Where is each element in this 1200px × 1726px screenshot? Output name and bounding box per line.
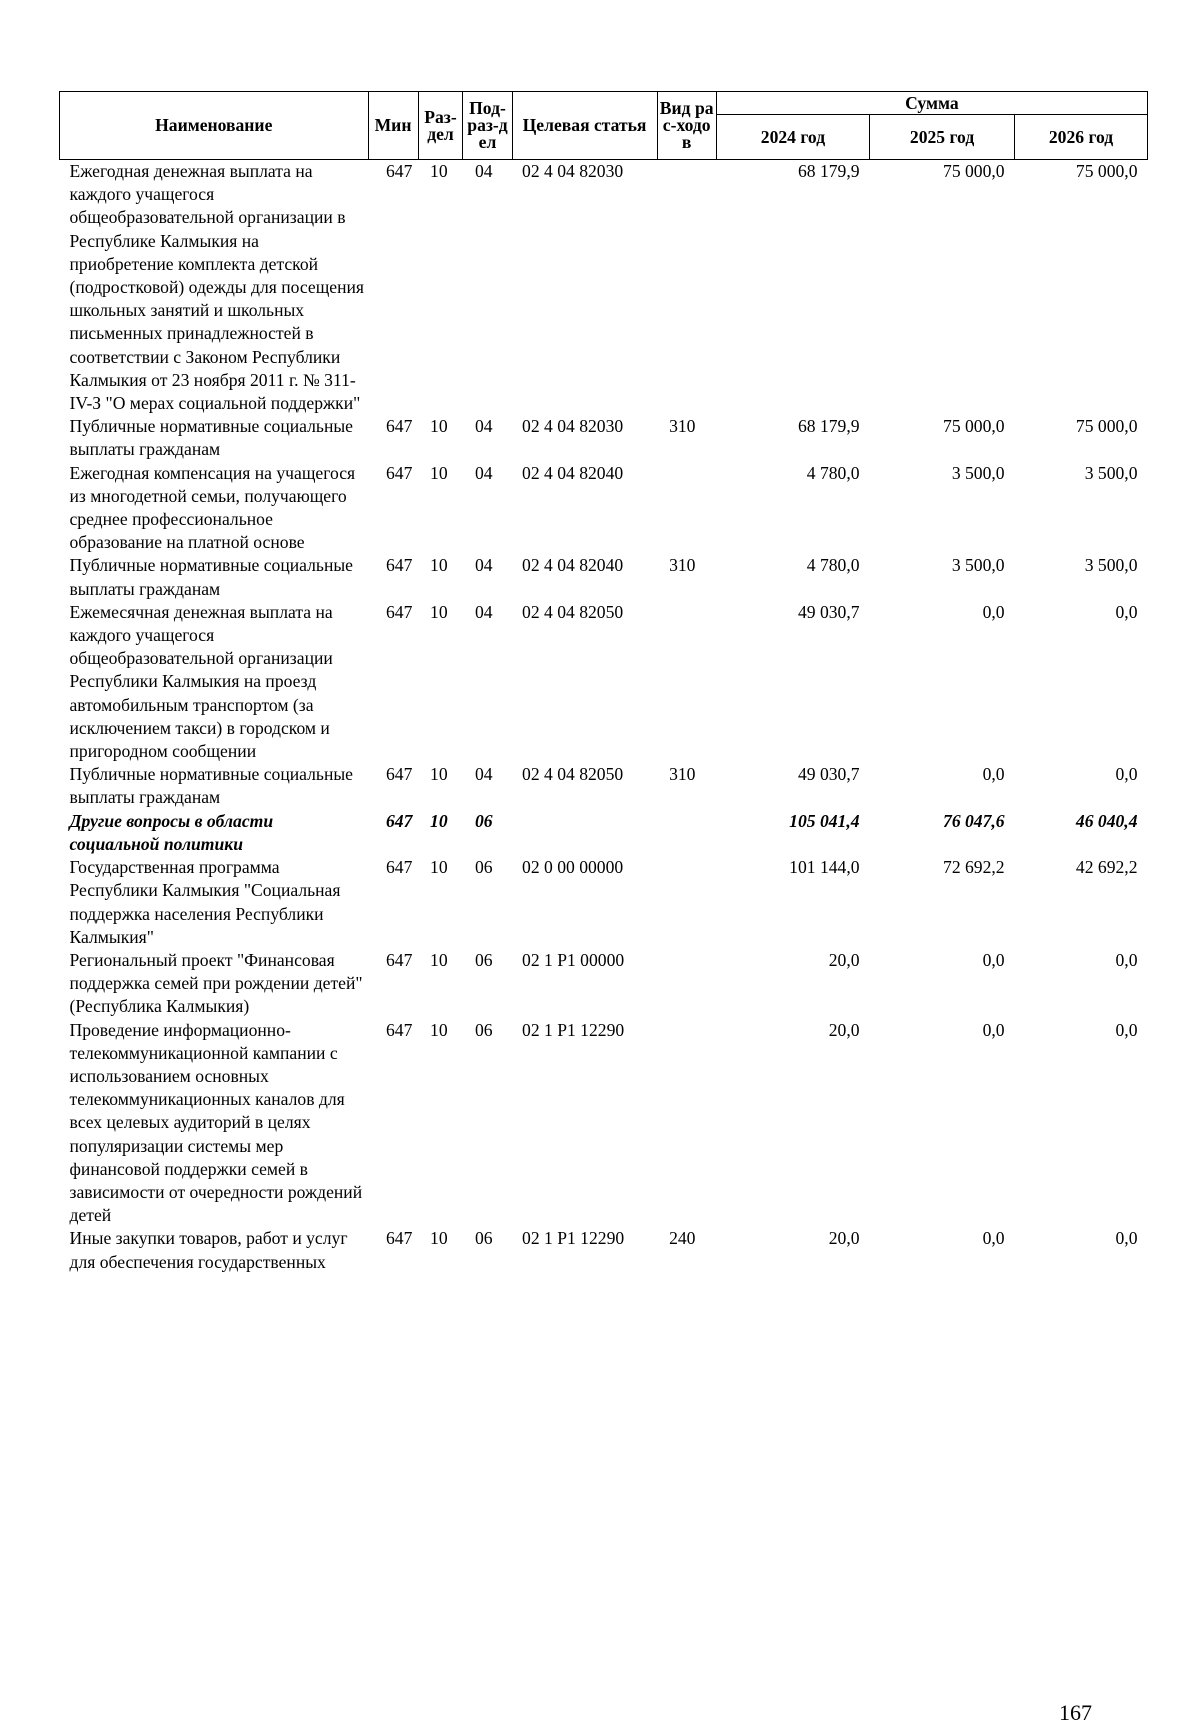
cell-vid	[657, 601, 716, 763]
cell-2024: 101 144,0	[789, 857, 860, 878]
cell-celevaya	[512, 810, 657, 856]
header-celevaya: Целевая статья	[512, 92, 657, 160]
cell-podrazdel: 04	[474, 416, 493, 437]
cell-2024: 20,0	[828, 1019, 860, 1040]
cell-name: Государственная программа Республики Калмыкия "Социальная поддержка населения Республики Калмыкия"	[69, 857, 341, 947]
cell-name: Публичные нормативные социальные выплаты гражданам	[69, 764, 353, 808]
table-row	[60, 1019, 1148, 1228]
header-razdel: Раз-дел	[418, 92, 463, 160]
table-row	[60, 856, 1148, 949]
cell-2024: 49 030,7	[797, 764, 860, 785]
cell-vid	[657, 1019, 716, 1228]
cell-2026: 3 500,0	[1084, 462, 1138, 483]
cell-podrazdel: 06	[474, 949, 493, 970]
header-year-2024: 2024 год	[716, 115, 869, 160]
cell-2026: 0,0	[1115, 1228, 1138, 1249]
cell-2024: 68 179,9	[797, 161, 860, 181]
cell-celevaya: 02 4 04 82050	[522, 601, 624, 622]
cell-vid	[657, 810, 716, 856]
cell-celevaya: 02 4 04 82040	[522, 462, 624, 483]
cell-2025: 3 500,0	[951, 462, 1005, 483]
cell-name: Ежегодная компенсация на учащегося из многодетной семьи, получающего среднее профессиональное образование на платной основе	[69, 462, 356, 553]
cell-2026: 0,0	[1115, 949, 1138, 970]
cell-min: 647	[386, 416, 413, 437]
cell-celevaya: 02 1 Р1 12290	[522, 1228, 625, 1249]
cell-2026: 0,0	[1115, 764, 1138, 785]
cell-podrazdel: 04	[474, 555, 493, 576]
cell-2025: 0,0	[982, 601, 1005, 622]
table-body	[60, 160, 1148, 1274]
cell-min: 647	[386, 1019, 413, 1040]
cell-name: Ежемесячная денежная выплата на каждого учащегося общеобразовательной организации Республики Калмыкия на проезд автомобильным транспортом (за исключением такси) в городском и пригородном сообщении	[69, 601, 333, 762]
table-row	[60, 462, 1148, 555]
cell-min: 647	[386, 601, 413, 622]
cell-podrazdel: 06	[474, 1228, 493, 1249]
cell-name: Публичные нормативные социальные выплаты гражданам	[69, 555, 353, 599]
cell-celevaya: 02 4 04 82050	[522, 764, 624, 785]
header-summa: Сумма	[716, 92, 1147, 115]
cell-2025: 0,0	[982, 1228, 1005, 1249]
cell-2024: 4 780,0	[806, 462, 860, 483]
cell-vid	[657, 856, 716, 949]
cell-name: Ежегодная денежная выплата на каждого учащегося общеобразовательной организации в Республике Калмыкия на приобретение комплекта детской (подростковой) одежды для посещения школьных занятий и школьных письменных принадлежностей в соответствии с Законом Республики Калмыкия от 23 ноября 2011 г. № 311-IV-З "О мерах социальной поддержки"	[69, 161, 365, 414]
cell-razdel: 10	[430, 857, 448, 878]
table-row	[60, 949, 1148, 1019]
cell-vid	[657, 949, 716, 1019]
cell-vid	[657, 462, 716, 555]
cell-min: 647	[386, 555, 413, 576]
table-row	[60, 601, 1148, 763]
cell-2024: 68 179,9	[797, 416, 860, 437]
cell-2025: 75 000,0	[943, 161, 1005, 181]
cell-name: Иные закупки товаров, работ и услуг для обеспечения государственных	[69, 1228, 348, 1272]
cell-2026: 42 692,2	[1075, 857, 1138, 878]
cell-2026: 0,0	[1115, 1019, 1138, 1040]
cell-min: 647	[386, 949, 413, 970]
cell-podrazdel: 06	[474, 857, 493, 878]
cell-celevaya: 02 0 00 00000	[522, 857, 624, 878]
cell-min: 647	[386, 1228, 413, 1249]
header-year-2026: 2026 год	[1015, 115, 1148, 160]
cell-celevaya: 02 4 04 82030	[522, 416, 624, 437]
cell-name: Проведение информационно-телекоммуникационной кампании с использованием основных телекоммуникационных каналов для всех целевых аудиторий в целях популяризации системы мер финансовой поддержки семей в зависимости от очередности рождений детей	[69, 1019, 363, 1226]
cell-name: Публичные нормативные социальные выплаты гражданам	[69, 416, 353, 460]
table-row	[60, 763, 1148, 809]
cell-2026: 0,0	[1115, 601, 1138, 622]
cell-podrazdel: 06	[474, 810, 493, 831]
cell-2025: 76 047,6	[943, 810, 1005, 831]
cell-celevaya: 02 4 04 82030	[522, 161, 624, 181]
table-header	[60, 92, 1148, 160]
cell-2024: 4 780,0	[806, 555, 860, 576]
cell-min: 647	[386, 462, 413, 483]
cell-celevaya: 02 1 Р1 00000	[522, 949, 625, 970]
cell-razdel: 10	[430, 764, 448, 785]
cell-razdel: 10	[430, 810, 448, 831]
cell-podrazdel: 06	[474, 1019, 493, 1040]
cell-razdel: 10	[430, 601, 448, 622]
cell-2026: 3 500,0	[1084, 555, 1138, 576]
cell-razdel: 10	[430, 1019, 448, 1040]
cell-podrazdel: 04	[474, 161, 493, 181]
cell-celevaya: 02 4 04 82040	[522, 555, 624, 576]
header-name: Наименование	[60, 92, 369, 160]
cell-min: 647	[386, 764, 413, 785]
cell-2024: 105 041,4	[789, 810, 860, 831]
cell-2025: 0,0	[982, 764, 1005, 785]
cell-razdel: 10	[430, 1228, 448, 1249]
table-row	[60, 1227, 1148, 1273]
cell-2024: 49 030,7	[797, 601, 860, 622]
table-row	[60, 554, 1148, 600]
cell-2025: 72 692,2	[943, 857, 1005, 878]
cell-vid: 310	[669, 555, 696, 576]
cell-podrazdel: 04	[474, 601, 493, 622]
header-podrazdel: Под-раз-дел	[463, 92, 512, 160]
cell-min: 647	[386, 857, 413, 878]
cell-podrazdel: 04	[474, 462, 493, 483]
cell-2024: 20,0	[828, 1228, 860, 1249]
cell-2024: 20,0	[828, 949, 860, 970]
page-number: 167	[1059, 1700, 1092, 1725]
cell-2025: 75 000,0	[943, 416, 1005, 437]
table-row	[60, 160, 1148, 416]
cell-vid	[657, 160, 716, 416]
cell-razdel: 10	[430, 462, 448, 483]
cell-2026: 75 000,0	[1075, 161, 1138, 181]
cell-vid: 310	[669, 416, 696, 437]
cell-min: 647	[386, 810, 413, 831]
cell-min: 647	[386, 161, 413, 181]
header-min: Мин	[368, 92, 418, 160]
cell-name: Региональный проект "Финансовая поддержка семей при рождении детей" (Республика Калмыкия)	[69, 949, 363, 1017]
cell-2025: 0,0	[982, 1019, 1005, 1040]
cell-razdel: 10	[430, 416, 448, 437]
cell-2025: 0,0	[982, 949, 1005, 970]
header-vid: Вид рас-ходов	[657, 92, 716, 160]
cell-2026: 75 000,0	[1075, 416, 1138, 437]
cell-razdel: 10	[430, 555, 448, 576]
cell-name: Другие вопросы в области социальной политики	[69, 810, 274, 854]
cell-razdel: 10	[430, 161, 448, 181]
cell-vid: 310	[669, 764, 696, 785]
table-row	[60, 810, 1148, 856]
cell-2025: 3 500,0	[951, 555, 1005, 576]
cell-razdel: 10	[430, 949, 448, 970]
budget-table	[59, 91, 1148, 1274]
cell-podrazdel: 04	[474, 764, 493, 785]
budget-page	[59, 91, 1148, 1725]
table-row	[60, 415, 1148, 461]
header-year-2025: 2025 год	[870, 115, 1015, 160]
cell-vid: 240	[669, 1228, 696, 1249]
cell-2026: 46 040,4	[1075, 810, 1138, 831]
cell-celevaya: 02 1 Р1 12290	[522, 1019, 625, 1040]
